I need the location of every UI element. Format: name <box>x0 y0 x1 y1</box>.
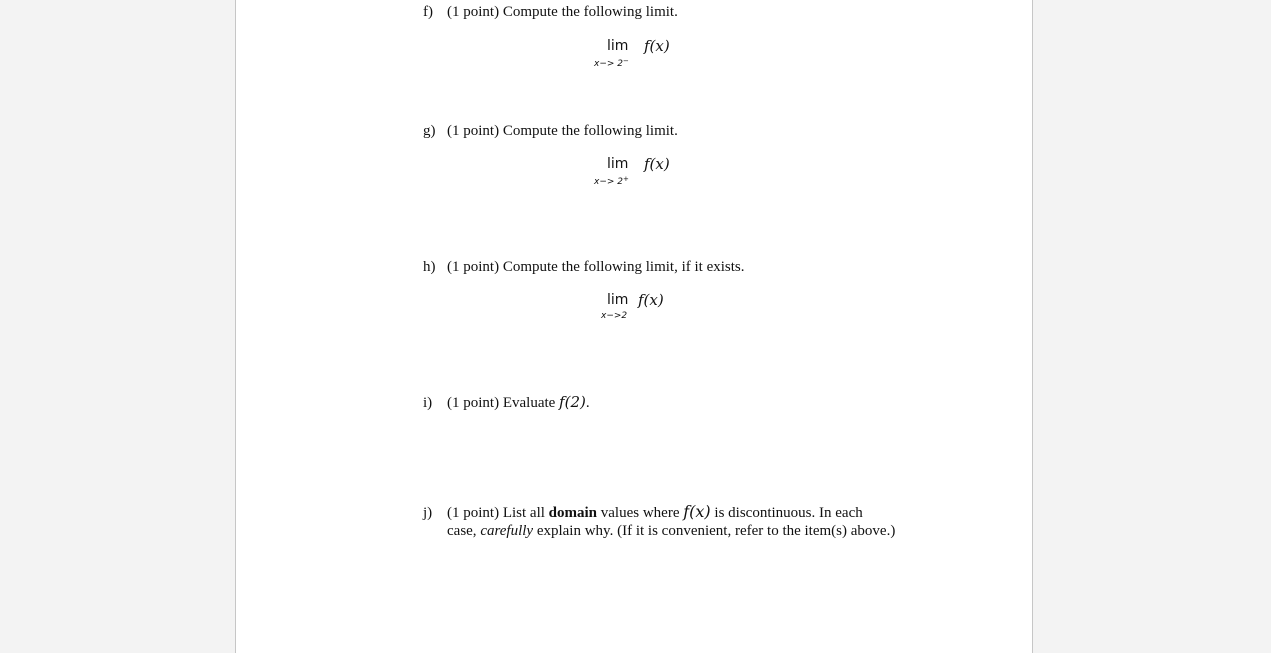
limit-h-lim: lim <box>607 292 629 308</box>
question-j-line2-italic: carefully <box>480 523 534 539</box>
question-j-line-2 <box>447 523 895 540</box>
limit-f-lim: lim <box>607 38 629 54</box>
question-f <box>423 4 678 21</box>
question-j-expression: f(x) <box>683 502 711 521</box>
limit-h-subscript: x−>2 <box>601 311 628 321</box>
question-g-text: (1 point) Compute the following limit. <box>447 123 678 139</box>
limit-f-subscript: x−> 2− <box>594 57 629 69</box>
question-h <box>423 259 744 276</box>
question-i-period: . <box>585 395 590 411</box>
document-page <box>235 0 1033 653</box>
question-g-letter: g) <box>423 123 436 139</box>
question-i-letter: i) <box>423 395 433 411</box>
question-h-text: (1 point) Compute the following limit, if it exists. <box>447 259 745 275</box>
limit-g-function: f(x) <box>644 155 670 173</box>
question-i-text: (1 point) Evaluate <box>447 395 560 411</box>
limit-h-function: f(x) <box>638 291 664 309</box>
limit-f-function: f(x) <box>644 37 670 55</box>
question-f-text: (1 point) Compute the following limit. <box>447 4 678 20</box>
question-j-text-1: (1 point) List all <box>447 505 549 521</box>
question-h-letter: h) <box>423 259 436 275</box>
question-i <box>423 393 590 412</box>
question-j-bold-domain: domain <box>548 505 598 521</box>
question-j-line2-text-2: explain why. (If it is convenient, refer to the item(s) above.) <box>533 523 896 539</box>
question-j <box>423 502 863 522</box>
question-j-text-2: values where <box>597 505 684 521</box>
question-j-letter: j) <box>423 505 433 521</box>
question-j-text-3: is discontinuous. In each <box>710 505 863 521</box>
question-i-expression: f(2) <box>559 393 586 411</box>
limit-g-subscript: x−> 2+ <box>594 175 629 187</box>
question-j-line2-text-1: case, <box>447 523 481 539</box>
question-f-letter: f) <box>423 4 433 20</box>
limit-g-lim: lim <box>607 156 629 172</box>
question-g <box>423 123 678 140</box>
